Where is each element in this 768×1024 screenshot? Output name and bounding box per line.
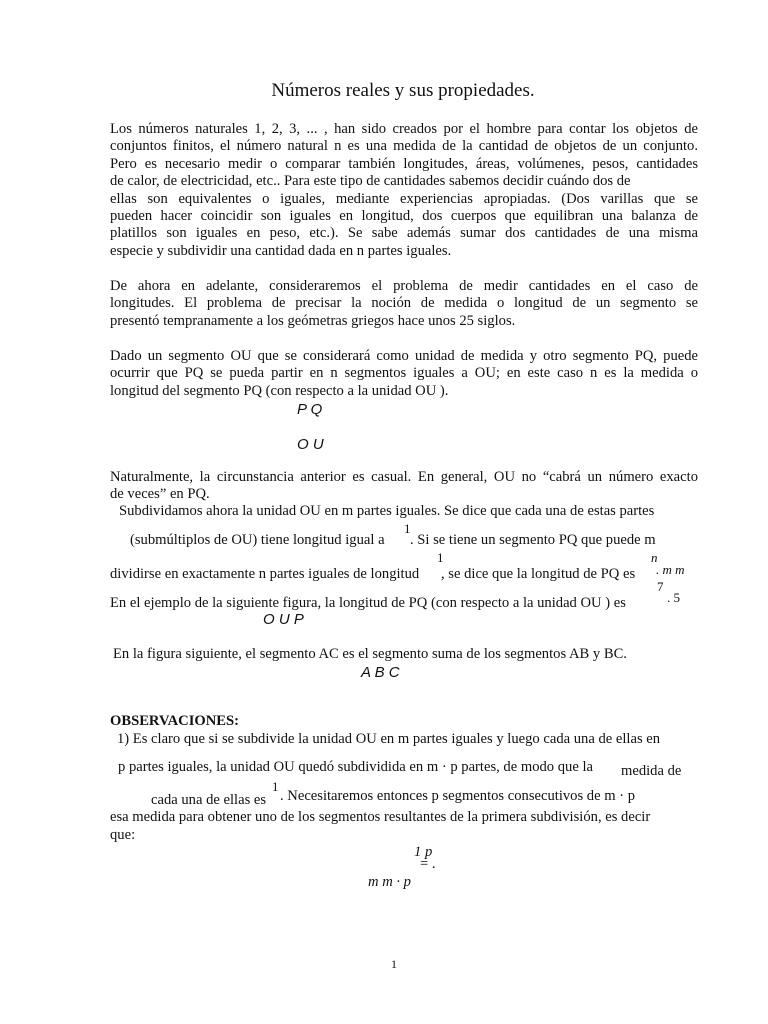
equation-numerator: 1 p	[414, 844, 433, 860]
fraction-numerator-one: 1	[404, 521, 411, 536]
paragraph-line: platillos son iguales en peso, etc.). Se sabe además sumar dos cantidades de una misma	[110, 225, 698, 242]
figure-label-abc: A B C	[361, 664, 400, 681]
fraction-numerator-one: 1	[272, 779, 279, 794]
observation-line: que:	[110, 827, 136, 843]
paragraph-line: especie y subdividir una cantidad dada en n partes iguales.	[110, 242, 452, 259]
fraction-numerator-one: 1	[437, 550, 444, 565]
paragraph-line: Los números naturales 1, 2, 3, ... , han sido creados por el hombre para contar los objetos de	[110, 121, 698, 137]
observation-line-cont: medida de	[621, 763, 682, 779]
paragraph-intro	[110, 121, 698, 260]
figure-label-pq: P Q	[297, 401, 323, 418]
observation-line: cada una de ellas es	[151, 792, 267, 808]
equation-equals: = .	[420, 856, 436, 872]
ejemplo-line: En el ejemplo de la siguiente figura, la longitud de PQ (con respecto a la unidad OU ) es	[110, 595, 626, 611]
submultiplos-line: (submúltiplos de OU) tiene longitud igual a	[130, 532, 385, 548]
fraction-numerator-n: n	[651, 550, 658, 565]
fraction-numerator-seven: 7	[657, 579, 664, 594]
observation-line: 1) Es claro que si se subdivide la unidad OU en m partes iguales y luego cada una de ellas en	[117, 731, 661, 747]
equation-denominator: m m · p	[368, 874, 411, 890]
observation-line: p partes iguales, la unidad OU quedó subdividida en m · p partes, de modo que la	[118, 759, 593, 775]
paragraph-line: pueden hacer coincidir son iguales en longitud, dos cuerpos que equilibran una balanza de	[110, 207, 698, 224]
dividirse-line: dividirse en exactamente n partes iguales de longitud	[110, 566, 420, 582]
paragraph-line: presentó tempranamente a los geómetras griegos hace unos 25 siglos.	[110, 312, 516, 329]
section-heading: OBSERVACIONES:	[110, 713, 239, 729]
paragraph-line: Dado un segmento OU que se considerará como unidad de medida y otro segmento PQ, puede	[110, 348, 698, 364]
paragraph-segmento	[110, 348, 698, 400]
paragraph-line: ocurrir que PQ se pueda partir en n segmentos iguales a OU; en este caso n es la medida o	[110, 365, 698, 382]
figure-label-oup: O U P	[263, 611, 304, 628]
figure-label-ou: O U	[297, 436, 324, 453]
paragraph-longitudes	[110, 278, 698, 330]
subdividamos-line: Subdividamos ahora la unidad OU en m partes iguales. Se dice que cada una de estas partes	[119, 503, 655, 519]
paragraph-line: Pero es necesario medir o comparar también longitudes, áreas, volúmenes, pesos, cantidades	[110, 155, 698, 172]
paragraph-line: de veces” en PQ.	[110, 486, 210, 503]
fraction-denominator-five: . 5	[667, 590, 680, 605]
suma-line: En la figura siguiente, el segmento AC es el segmento suma de los segmentos AB y BC.	[113, 646, 627, 662]
fraction-denominators: . m m	[656, 562, 685, 577]
observation-line: esa medida para obtener uno de los segmentos resultantes de la primera subdivisión, es decir	[110, 809, 651, 825]
paragraph-line: conjuntos finitos, el número natural n es una medida de la cantidad de objetos de un conjunto.	[110, 138, 698, 155]
paragraph-line: De ahora en adelante, consideraremos el problema de medir cantidades en el caso de	[110, 278, 698, 294]
paragraph-line: longitudes. El problema de precisar la noción de medida o longitud de un segmento se	[110, 295, 698, 312]
observation-line-cont: . Necesitaremos entonces p segmentos consecutivos de m · p	[280, 788, 636, 804]
paragraph-line: de calor, de electricidad, etc.. Para este tipo de cantidades sabemos decidir cuándo dos de	[110, 173, 631, 190]
submultiplos-line-cont: . Si se tiene un segmento PQ que puede m	[410, 532, 656, 548]
page-title: Números reales y sus propiedades.	[271, 80, 535, 101]
paragraph-line: Naturalmente, la circunstancia anterior es casual. En general, OU no “cabrá un número exacto	[110, 469, 698, 485]
paragraph-naturalmente	[110, 469, 698, 504]
dividirse-line-cont: , se dice que la longitud de PQ es	[441, 566, 636, 582]
paragraph-line: ellas son equivalentes o iguales, mediante experiencias apropiadas. (Dos varillas que se	[110, 190, 698, 207]
paragraph-line: longitud del segmento PQ (con respecto a la unidad OU ).	[110, 382, 449, 399]
page-number: 1	[391, 957, 397, 971]
